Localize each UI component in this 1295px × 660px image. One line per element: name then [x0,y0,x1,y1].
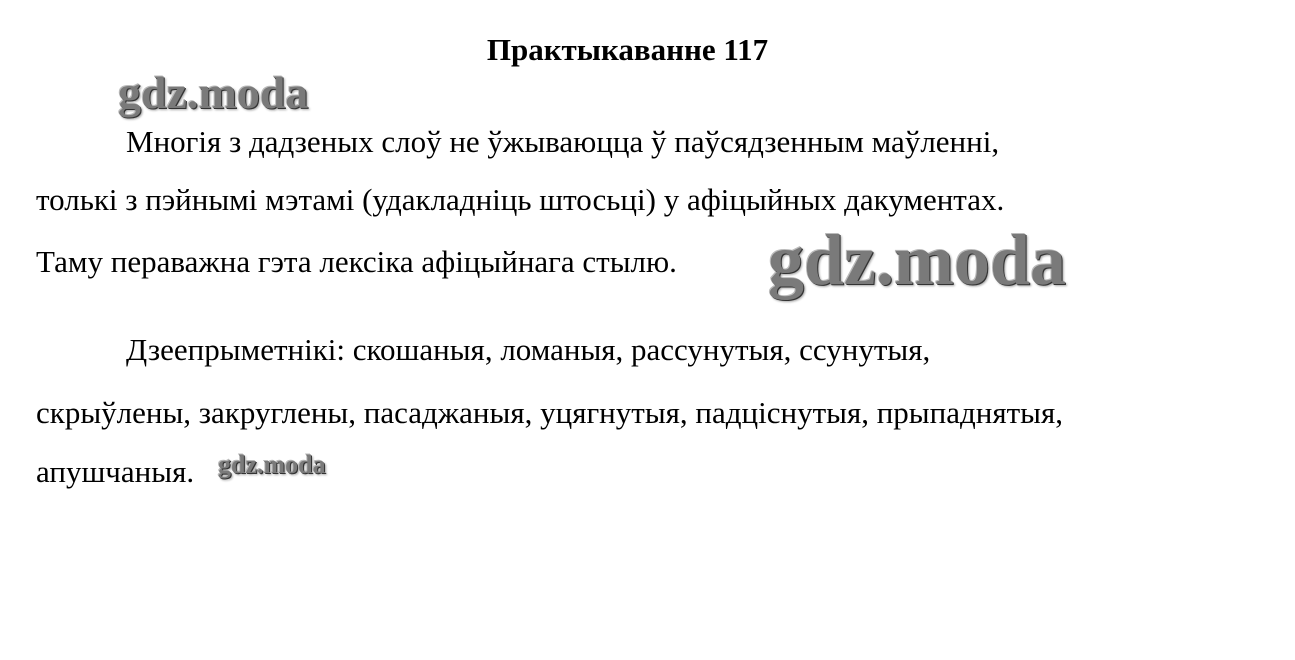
exercise-title: Практыкаванне 117 [486,32,769,67]
watermark-logo: gdz.moda [768,220,1067,300]
paragraph-2-line-3: апушчаныя. [36,454,195,489]
paragraph-1-line-2: толькі з пэйнымі мэтамі (удакладніць штосьці) у афіцыйных дакументах. [36,182,1005,217]
paragraph-2-line-1: Дзеепрыметнікі: скошаныя, ломаныя, рассунутыя, ссунутыя, [126,332,931,367]
paragraph-2-line-2: скрыўлены, закруглены, пасаджаныя, уцягнутыя, падціснутыя, прыпаднятыя, [36,395,1063,430]
paragraph-1-line-3: Таму пераважна гэта лексіка афіцыйнага стылю. [36,244,677,279]
paragraph-1-line-1: Многія з дадзеных слоў не ўжываюцца ў паўсядзенным маўленні, [126,124,1000,159]
watermark-logo: gdz.moda [218,450,326,479]
watermark-logo: gdz.moda [118,67,309,118]
